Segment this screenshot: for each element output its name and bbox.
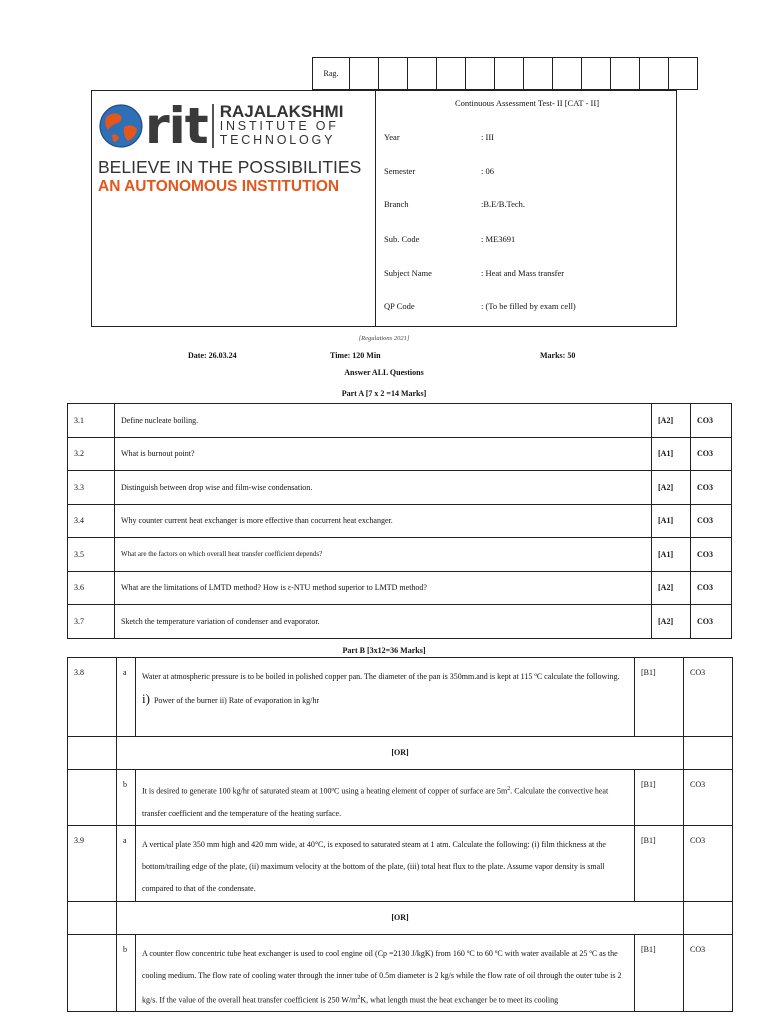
field-value-semester: : 06 bbox=[481, 166, 494, 176]
institution-logo bbox=[98, 99, 370, 196]
institution-name bbox=[219, 102, 344, 147]
part-b-title: Part B [3x12=36 Marks] bbox=[342, 646, 426, 655]
logo-separator bbox=[212, 104, 214, 148]
empty-cell bbox=[68, 770, 117, 826]
question-text: Distinguish between drop wise and film-wise condensation. bbox=[115, 471, 652, 505]
table-row bbox=[68, 737, 733, 770]
empty-cell bbox=[68, 934, 117, 1012]
question-number: 3.5 bbox=[68, 538, 115, 572]
field-value-qp-code: : (To be filled by exam cell) bbox=[481, 301, 576, 311]
field-label-semester: Semester bbox=[384, 166, 416, 176]
field-label-branch: Branch bbox=[384, 199, 409, 209]
register-digit-box[interactable] bbox=[408, 58, 437, 90]
bloom-level: [A1] bbox=[652, 437, 691, 471]
bloom-level: [B1] bbox=[635, 658, 684, 737]
institution-name-line2: INSTITUTE OF bbox=[219, 119, 339, 133]
empty-cell bbox=[68, 901, 117, 934]
bloom-level: [B1] bbox=[635, 770, 684, 826]
register-digit-box[interactable] bbox=[495, 58, 524, 90]
table-row bbox=[68, 571, 732, 605]
question-text: Why counter current heat exchanger is more effective than cocurrent heat exchanger. bbox=[115, 504, 652, 538]
question-number: 3.3 bbox=[68, 471, 115, 505]
sub-question-letter: a bbox=[117, 658, 136, 737]
logo-autonomous-tagline: AN AUTONOMOUS INSTITUTION bbox=[98, 178, 340, 195]
question-text: What is burnout point? bbox=[115, 437, 652, 471]
institution-name-line1: RAJALAKSHMI bbox=[219, 102, 344, 121]
course-outcome: CO3 bbox=[691, 605, 732, 639]
question-text bbox=[136, 658, 635, 737]
question-number: 3.4 bbox=[68, 504, 115, 538]
part-b-table bbox=[67, 657, 733, 1012]
question-number: 3.9 bbox=[68, 825, 117, 901]
bloom-level: [A2] bbox=[652, 571, 691, 605]
empty-cell bbox=[684, 737, 733, 770]
institution-name-line3: TECHNOLOGY bbox=[219, 133, 336, 147]
question-text: What are the factors on which overall heat transfer coefficient depends? bbox=[115, 538, 652, 572]
register-digit-box[interactable] bbox=[350, 58, 379, 90]
field-label-qp-code: QP Code bbox=[384, 301, 415, 311]
register-digit-box[interactable] bbox=[669, 58, 698, 90]
instruction-text: Answer ALL Questions bbox=[344, 368, 424, 377]
table-row bbox=[68, 404, 732, 438]
part-a-table bbox=[67, 403, 732, 639]
table-row bbox=[68, 504, 732, 538]
register-digit-box[interactable] bbox=[553, 58, 582, 90]
exam-date: Date: 26.03.24 bbox=[188, 351, 237, 360]
header-divider bbox=[375, 91, 376, 326]
field-label-year: Year bbox=[384, 132, 400, 142]
course-outcome: CO3 bbox=[684, 658, 733, 737]
question-text: Define nucleate boiling. bbox=[115, 404, 652, 438]
exam-header bbox=[91, 90, 677, 327]
bloom-level: [B1] bbox=[635, 934, 684, 1012]
bloom-level: [A1] bbox=[652, 538, 691, 572]
question-text bbox=[136, 770, 635, 826]
table-row bbox=[68, 658, 733, 737]
question-number: 3.2 bbox=[68, 437, 115, 471]
sub-question-letter: b bbox=[117, 934, 136, 1012]
empty-cell bbox=[684, 901, 733, 934]
register-digit-box[interactable] bbox=[524, 58, 553, 90]
bloom-level: [A2] bbox=[652, 404, 691, 438]
course-outcome: CO3 bbox=[691, 538, 732, 572]
logo-tagline: BELIEVE IN THE POSSIBILITIES bbox=[98, 157, 362, 177]
sub-question-letter: b bbox=[117, 770, 136, 826]
bloom-level: [A2] bbox=[652, 471, 691, 505]
register-digit-box[interactable] bbox=[437, 58, 466, 90]
table-row bbox=[68, 934, 733, 1012]
question-number: 3.1 bbox=[68, 404, 115, 438]
table-row bbox=[68, 605, 732, 639]
register-number-grid bbox=[312, 57, 698, 90]
register-digit-box[interactable] bbox=[582, 58, 611, 90]
register-digit-box[interactable] bbox=[611, 58, 640, 90]
table-row bbox=[68, 538, 732, 572]
superscript: 2 bbox=[507, 786, 511, 792]
bloom-level: [A2] bbox=[652, 605, 691, 639]
question-number: 3.7 bbox=[68, 605, 115, 639]
field-value-sub-code: : ME3691 bbox=[481, 234, 516, 244]
course-outcome: CO3 bbox=[684, 934, 733, 1012]
sub-item-text: Power of the burner ii) Rate of evaporation in kg/hr bbox=[153, 696, 320, 705]
register-digit-box[interactable] bbox=[640, 58, 669, 90]
bloom-level: [B1] bbox=[635, 825, 684, 901]
exam-marks: Marks: 50 bbox=[540, 351, 576, 360]
or-separator: [OR] bbox=[117, 737, 684, 770]
question-text: A vertical plate 350 mm high and 420 mm wide, at 40°C, is exposed to saturated steam at 1 atm. Calculate the following: (i) film thickness at the bottom/trailing edge of the plate, (ii) maximum velocity at the bottom of the plate, (iii) total heat flux to the plate. Assume vapor density is small compared to that of the condensate. bbox=[136, 825, 635, 901]
table-row bbox=[68, 901, 733, 934]
sub-item-marker: i) bbox=[142, 691, 150, 706]
course-outcome: CO3 bbox=[684, 825, 733, 901]
sub-question-letter: a bbox=[117, 825, 136, 901]
course-outcome: CO3 bbox=[691, 571, 732, 605]
register-digit-box[interactable] bbox=[379, 58, 408, 90]
question-body-continued: K, what length must the heat exchanger be to meet its cooling bbox=[360, 995, 559, 1005]
field-label-sub-code: Sub. Code bbox=[384, 234, 420, 244]
question-number: 3.6 bbox=[68, 571, 115, 605]
table-row bbox=[68, 471, 732, 505]
field-value-subject-name: : Heat and Mass transfer bbox=[481, 268, 565, 278]
table-row bbox=[68, 437, 732, 471]
field-value-year: : III bbox=[481, 132, 494, 142]
exam-title: Continuous Assessment Test- II [CAT - II] bbox=[454, 98, 600, 108]
question-body: A counter flow concentric tube heat exchanger is used to cool engine oil (Cp =2130 J/kgK) from 160 ºC to 60 ºC with water available at 25 ºC as the cooling medium. The flow rate of cooling water through the inner tube of 0.5m diameter is 2 kg/s while the flow rate of oil through the outer tube is 2 kg/s. If the value of the overall heat transfer coefficient is 250 W/m bbox=[142, 948, 622, 1005]
question-body: Water at atmospheric pressure is to be boiled in polished copper pan. The diameter of the pan is 350mm.and is kept at 115 ºC calculate the following. bbox=[142, 672, 620, 681]
question-text: Sketch the temperature variation of condenser and evaporator. bbox=[115, 605, 652, 639]
logo-mark-text: rit bbox=[145, 97, 208, 155]
register-digit-box[interactable] bbox=[466, 58, 495, 90]
regulations-note: [Regulations 2021] bbox=[358, 335, 410, 342]
field-label-subject-name: Subject Name bbox=[384, 268, 432, 278]
bloom-level: [A1] bbox=[652, 504, 691, 538]
course-outcome: CO3 bbox=[691, 404, 732, 438]
part-a-title: Part A [7 x 2 =14 Marks] bbox=[341, 389, 427, 398]
question-text bbox=[136, 934, 635, 1012]
field-value-branch: :B.E/B.Tech. bbox=[481, 199, 526, 209]
register-number-label: Rag. bbox=[313, 58, 350, 90]
question-body-continued: . Calculate the convective heat transfer coefficient and the temperature of the heating surface. bbox=[142, 786, 609, 818]
course-outcome: CO3 bbox=[691, 437, 732, 471]
course-outcome: CO3 bbox=[691, 471, 732, 505]
table-row bbox=[68, 770, 733, 826]
or-separator: [OR] bbox=[117, 901, 684, 934]
globe-icon bbox=[98, 103, 144, 149]
empty-cell bbox=[68, 737, 117, 770]
course-outcome: CO3 bbox=[691, 504, 732, 538]
exam-time: Time: 120 Min bbox=[330, 351, 381, 360]
question-number: 3.8 bbox=[68, 658, 117, 737]
course-outcome: CO3 bbox=[684, 770, 733, 826]
table-row bbox=[68, 825, 733, 901]
question-body: It is desired to generate 100 kg/hr of saturated steam at 100ºC using a heating element of copper of surface are 5m bbox=[142, 786, 508, 796]
superscript: 2 bbox=[357, 994, 361, 1001]
question-text: What are the limitations of LMTD method? How is ε-NTU method superior to LMTD method? bbox=[115, 571, 652, 605]
